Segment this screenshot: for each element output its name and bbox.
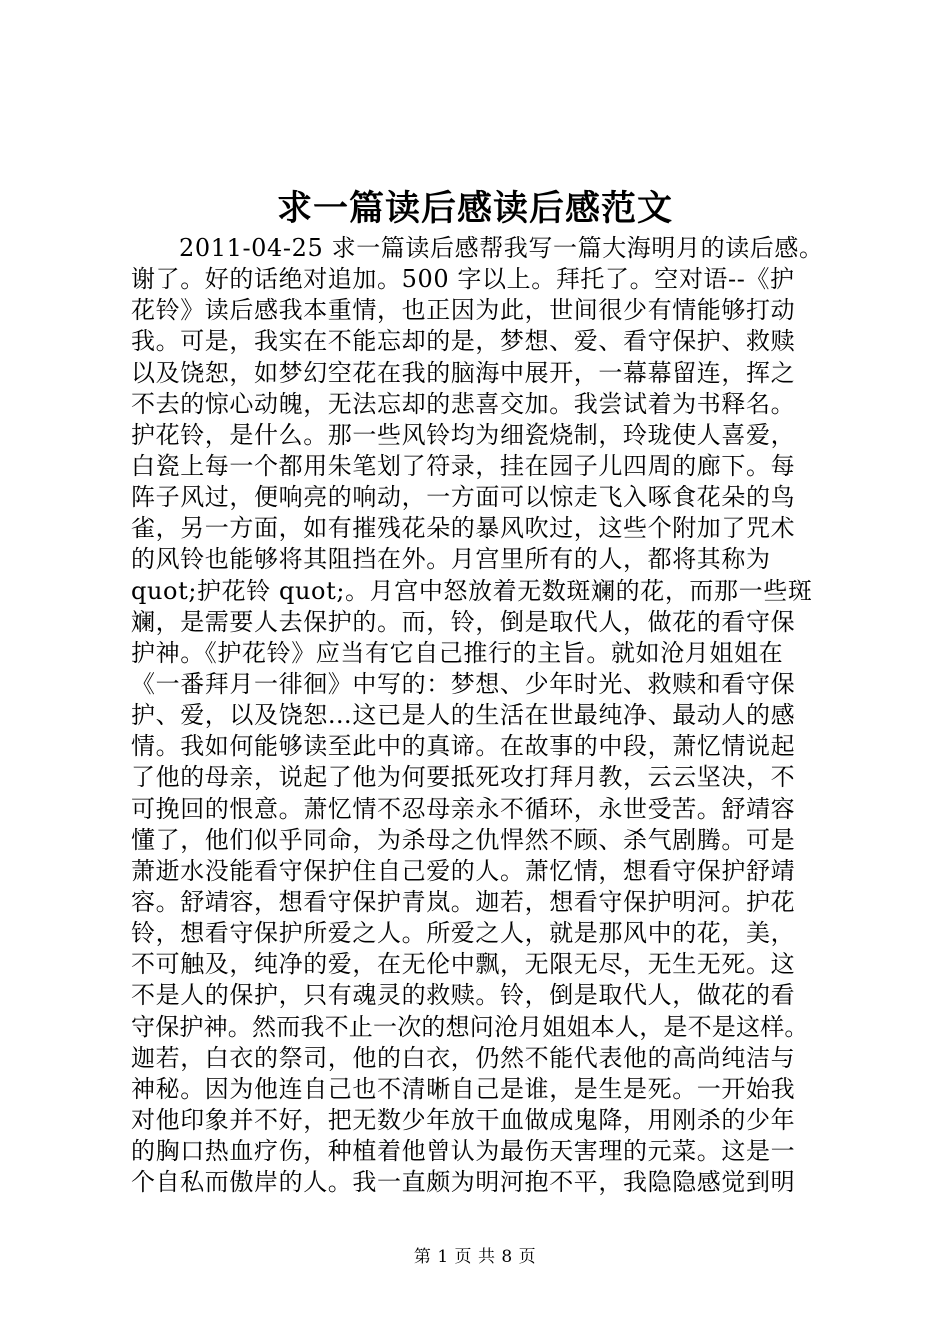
body-line: 2011-04-25 求一篇读后感帮我写一篇大海明月的读后感。: [179, 234, 824, 262]
body-line: 护花铃，是什么。那一些风铃均为细瓷烧制，玲珑使人喜爱，: [131, 420, 796, 449]
body-line: 雀，另一方面，如有摧残花朵的暴风吹过，这些个附加了咒术: [131, 514, 796, 543]
body-line: 神秘。因为他连自己也不清晰自己是谁，是生是死。一开始我: [131, 1074, 796, 1103]
page-indicator: 第 1 页 共 8 页: [413, 1247, 537, 1267]
body-line: 的风铃也能够将其阻挡在外。月宫里所有的人，都将其称为: [131, 545, 771, 574]
body-line: 个自私而傲岸的人。我一直颇为明河抱不平，我隐隐感觉到明: [131, 1168, 796, 1197]
body-line: 迦若，白衣的祭司，他的白衣，仍然不能代表他的高尚纯洁与: [131, 1043, 796, 1072]
body-line: 不是人的保护，只有魂灵的救赎。铃，倒是取代人，做花的看: [131, 981, 796, 1010]
body-line: 不去的惊心动魄，无法忘却的悲喜交加。我尝试着为书释名。: [131, 389, 796, 418]
body-line: 容。舒靖容，想看守保护青岚。迦若，想看守保护明河。护花: [131, 887, 796, 916]
body-line: 斓，是需要人去保护的。而，铃，倒是取代人，做花的看守保: [131, 607, 796, 636]
body-line: 《一番拜月一徘徊》中写的：梦想、少年时光、救赎和看守保: [131, 669, 796, 698]
body-line: 我。可是，我实在不能忘却的是，梦想、爱、看守保护、救赎: [131, 327, 796, 356]
body-line: 情。我如何能够读至此中的真谛。在故事的中段，萧忆情说起: [131, 732, 796, 761]
body-line: 护、爱，以及饶恕…这已是人的生活在世最纯净、最动人的感: [131, 701, 796, 730]
body-line: 了他的母亲，说起了他为何要抵死攻打拜月教，云云坚决，不: [131, 763, 796, 792]
body-line: 谢了。好的话绝对追加。500 字以上。拜托了。空对语--《护: [131, 265, 795, 294]
body-line: quot;护花铃 quot;。月宫中怒放着无数斑斓的花，而那一些斑: [131, 576, 813, 605]
body-line: 以及饶恕，如梦幻空花在我的脑海中展开，一幕幕留连，挥之: [131, 358, 796, 387]
body-line: 白瓷上每一个都用朱笔划了符录，挂在园子儿四周的廊下。每: [131, 451, 796, 480]
body-line: 花铃》读后感我本重情，也正因为此，世间很少有情能够打动: [131, 296, 796, 325]
body-line: 懂了，他们似乎同命，为杀母之仇悍然不顾、杀气剧腾。可是: [131, 825, 796, 854]
body-line: 护神。《护花铃》应当有它自己推行的主旨。就如沧月姐姐在: [131, 638, 784, 667]
body-line: 萧逝水没能看守保护住自己爱的人。萧忆情，想看守保护舒靖: [131, 856, 796, 885]
body-line: 铃，想看守保护所爱之人。所爱之人，就是那风中的花，美，: [131, 919, 796, 948]
document-title: 求一篇读后感读后感范文: [276, 188, 673, 229]
body-line: 可挽回的恨意。萧忆情不忍母亲永不循环，永世受苦。舒靖容: [131, 794, 796, 823]
body-line: 阵子风过，便响亮的响动，一方面可以惊走飞入啄食花朵的鸟: [131, 483, 796, 512]
document-body: [131, 233, 831, 1198]
body-line: 的胸口热血疗伤，种植着他曾认为最伤天害理的元菜。这是一: [131, 1137, 796, 1166]
body-line: 不可触及，纯净的爱，在无伦中飘，无限无尽，无生无死。这: [131, 950, 796, 979]
body-line: 对他印象并不好，把无数少年放干血做成鬼降，用刚杀的少年: [131, 1105, 796, 1134]
body-line: 守保护神。然而我不止一次的想问沧月姐姐本人，是不是这样。: [131, 1012, 809, 1041]
